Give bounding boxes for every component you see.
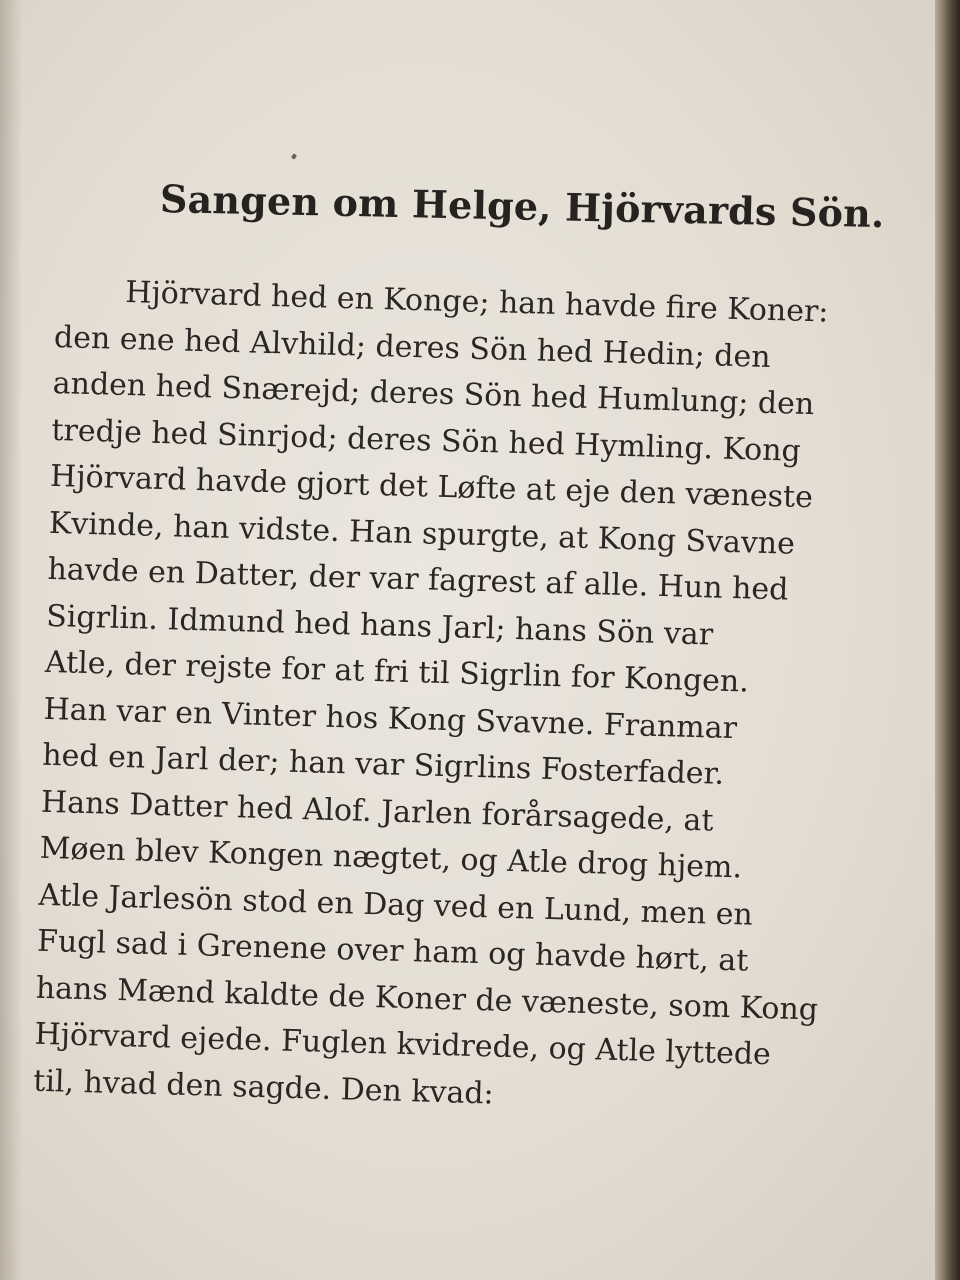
text-line: Kvinde, han vidste. Han spurgte, at Kong Svavne (48, 505, 796, 562)
text-line: Atle, der rejste for at fri til Sigrlin for Kongen. (44, 644, 750, 700)
body-paragraph (33, 268, 896, 1128)
ink-speck (291, 153, 297, 159)
text-line: Hjörvard havde gjort det Løfte at eje den væneste (49, 458, 814, 516)
text-line: anden hed Snærejd; deres Sön hed Humlung; den (52, 365, 815, 423)
text-line: tredje hed Sinrjod; deres Sön hed Hymling. Kong (50, 412, 802, 469)
text-line: Atle Jarlesön stod en Dag ved en Lund, men en (38, 877, 754, 933)
text-line: Han var en Vinter hos Kong Svavne. Franmar (43, 691, 738, 746)
text-line: den ene hed Alvhild; deres Sön hed Hedin; den (53, 319, 772, 375)
text-line: hed en Jarl der; han var Sigrlins Fosterfader. (41, 737, 725, 792)
text-line: hans Mænd kaldte de Koner de væneste, som Kong (35, 970, 819, 1028)
book-binding (935, 0, 960, 1280)
text-line: til, hvad den sagde. Den kvad: (32, 1063, 495, 1112)
text-line: havde en Datter, der var fagrest af alle. Hun hed (47, 551, 789, 608)
text-line: Sigrlin. Idmund hed hans Jarl; hans Sön var (45, 598, 714, 652)
text-line: Hjörvard ejede. Fuglen kvidrede, og Atle lyttede (34, 1016, 772, 1073)
text-line: Hjörvard hed en Konge; han havde fire Koner: (124, 274, 829, 330)
chapter-heading: Sangen om Helge, Hjörvards Sön. (159, 176, 885, 237)
page-edge-shadow (0, 0, 22, 1280)
text-line: Møen blev Kongen nægtet, og Atle drog hjem. (39, 830, 743, 886)
text-line: Fugl sad i Grenene over ham og havde hørt, at (36, 923, 749, 979)
text-line: Hans Datter hed Alof. Jarlen forårsagede, at (40, 784, 714, 839)
